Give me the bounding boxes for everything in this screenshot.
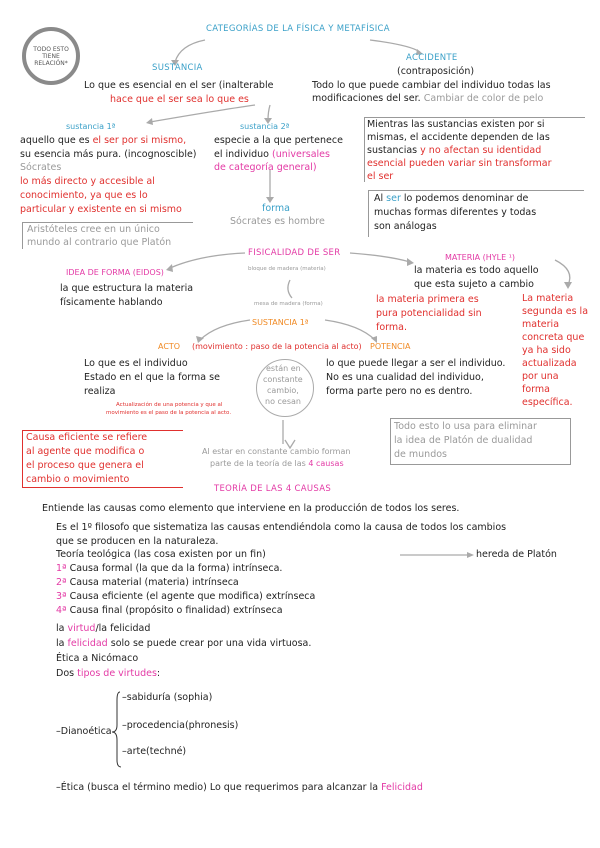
sustancia-line2: hace que el ser sea lo que es	[110, 94, 249, 105]
ser-l1c: lo podemos denominar de	[403, 193, 529, 204]
materia-s4: concreta que	[522, 332, 585, 343]
materia-s2: segunda es la	[522, 306, 589, 317]
materia-r1: la materia primera es	[376, 294, 479, 305]
aristoteles-l1: Aristóteles cree en un único	[27, 224, 160, 235]
forma-sub: Sócrates es hombre	[230, 216, 325, 227]
stamp-circle	[22, 27, 80, 85]
accidente-sub: (contraposición)	[397, 66, 475, 77]
ser-l1	[374, 193, 528, 205]
sust1-l4: lo más directo y accesible al	[20, 176, 155, 187]
accidente-line2a: modificaciones del ser.	[312, 93, 421, 104]
tipos-c: :	[156, 668, 161, 679]
platon-l2: la idea de Platón de dualidad	[394, 435, 533, 446]
sust2-l2b: (universales	[272, 149, 330, 160]
acto-l2: Estado en el que la forma se	[84, 372, 220, 383]
mientras-l3a: sustancias	[367, 145, 418, 156]
teoria-l4b: hereda de Platón	[476, 549, 557, 560]
accidente-line2	[312, 93, 543, 105]
accidente-example: Cambiar de color de pelo	[423, 93, 544, 104]
sust1-heading: sustancia 1ª	[66, 122, 116, 131]
ser-l2: muchas formas diferentes y todas	[374, 207, 537, 218]
circle-l2: constante	[263, 375, 303, 384]
ser-l1a: Al	[374, 193, 384, 204]
etica-a: –Ética (busca el término medio) Lo que requerimos para alcanzar la	[56, 782, 379, 793]
forma-heading: forma	[262, 203, 290, 214]
causa-4-text: Causa final (propósito o finalidad) extrínseca	[69, 605, 283, 616]
ser-l1b: ser	[386, 193, 401, 204]
causa-2-text: Causa material (materia) intrínseca	[69, 577, 239, 588]
materia-s3: materia	[522, 319, 560, 330]
constante-l1: Al estar en constante cambio forman	[202, 447, 351, 456]
sustancia-heading: SUSTANCIA	[152, 63, 203, 73]
felicidad-a: la	[56, 638, 65, 649]
sust2-l2a: el individuo	[214, 149, 269, 160]
sust2-l3: de categoría general)	[214, 162, 317, 173]
idea-l1: la que estructura la materia	[60, 283, 194, 294]
sust1-l5: conocimiento, ya que es lo	[20, 190, 148, 201]
teoria-l4a: Teoría teológica (las cosa existen por un fin)	[56, 549, 266, 560]
potencia-l2: No es una cualidad del individuo,	[326, 372, 484, 383]
sust1b-heading: SUSTANCIA 1ª	[252, 318, 309, 327]
causa-l2: al agente que modifica o	[26, 446, 145, 457]
materia-s9: específica.	[522, 397, 573, 408]
sust1-l1	[20, 135, 186, 147]
tipos-virtudes	[56, 668, 160, 680]
circle-l1: están en	[266, 364, 301, 373]
constante-l2	[210, 459, 344, 469]
felicidad-line	[56, 638, 311, 650]
mientras-l4: esencial pueden variar sin transformar	[367, 158, 552, 169]
causa-2-num: 2ª	[56, 577, 67, 588]
acto-heading: ACTO	[158, 342, 181, 351]
tipos-a: Dos	[56, 668, 75, 679]
teoria-l2: Es el 1º filosofo que sistematiza las causas entendiéndola como la causa de todos los cambios	[56, 522, 507, 533]
accidente-heading: ACCIDENTE	[406, 53, 458, 63]
mientras-l3b: y no afectan su identidad	[420, 145, 542, 156]
etica-line	[56, 782, 423, 794]
sust1-l3: Sócrates	[20, 162, 62, 173]
materia-r2: pura potencialidad sin	[376, 308, 482, 319]
acto-n1: Actualización de una potencia y que al	[116, 402, 223, 408]
acto-sub: (movimiento : paso de la potencia al acto)	[192, 342, 362, 351]
idea-heading: IDEA DE FORMA (EIDOS)	[66, 268, 164, 277]
constante-l2b: 4 causas	[308, 459, 344, 468]
materia-s5: ya ha sido	[522, 345, 571, 356]
sust2-heading: sustancia 2ª	[240, 122, 290, 131]
causa-4	[56, 605, 283, 617]
fisicalidad-sub1: bloque de madera (materia)	[248, 266, 326, 272]
virtud-line	[56, 623, 150, 635]
ser-l3: son análogas	[374, 221, 437, 232]
teoria-l3: que se producen en la naturaleza.	[56, 536, 219, 547]
virtud-b: virtud	[67, 623, 96, 634]
etica-b: Felicidad	[381, 782, 423, 793]
felicidad-b: felicidad	[67, 638, 108, 649]
mientras-l1: Mientras las sustancias existen por si	[367, 119, 545, 130]
idea-l2: físicamente hablando	[60, 297, 163, 308]
mientras-l3	[367, 145, 541, 157]
sust1-l6: particular y existente en si mismo	[20, 204, 182, 215]
fisicalidad-sub2: mesa de madera (forma)	[254, 301, 323, 307]
materia-s8: forma	[522, 384, 550, 395]
causa-l3: el proceso que genera el	[26, 460, 144, 471]
materia-l2: que esta sujeto a cambio	[414, 279, 534, 290]
mientras-l2: mismas, el accidente dependen de las	[367, 132, 550, 143]
potencia-l3: forma parte pero no es dentro.	[326, 386, 473, 397]
sust2-l1: especie a la que pertenece	[214, 135, 343, 146]
causa-l1: Causa eficiente se refiere	[26, 432, 148, 443]
mientras-l5: el ser	[367, 171, 394, 182]
virtud-c: /la felicidad	[95, 623, 151, 634]
potencia-l1: lo que puede llegar a ser el individuo.	[326, 358, 506, 369]
sust1-l1b: el ser por si mismo,	[92, 135, 187, 146]
causa-1	[56, 563, 282, 575]
fisicalidad-heading: FISICALIDAD DE SER	[248, 248, 341, 258]
acto-l1: Lo que es el individuo	[84, 358, 188, 369]
causa-l4: cambio o movimiento	[26, 474, 130, 485]
circle-l3: cambio,	[267, 386, 299, 395]
materia-heading: MATERIA (HYLE ¹)	[445, 253, 516, 262]
sust1-l1a: aquello que es	[20, 135, 90, 146]
causa-4-num: 4ª	[56, 605, 67, 616]
acto-n2: movimiento es el paso de la potencia al acto.	[106, 410, 232, 416]
teoria-l1: Entiende las causas como elemento que interviene en la producción de todos los seres.	[42, 503, 460, 514]
dianoetica-label: –Dianoética	[56, 726, 112, 737]
causa-3-text: Causa eficiente (el agente que modifica) extrínseca	[69, 591, 316, 602]
platon-l3: de mundos	[394, 449, 447, 460]
accidente-line1: Todo lo que puede cambiar del individuo todas las	[312, 80, 551, 91]
materia-s1: La materia	[522, 293, 574, 304]
aristoteles-l2: mundo al contrario que Platón	[27, 237, 172, 248]
dianoetica-d2: –procedencia(phronesis)	[122, 720, 239, 731]
sustancia-line1: Lo que es esencial en el ser (inalterable	[84, 80, 274, 91]
tipos-b: tipos de virtudes	[77, 668, 157, 679]
causa-1-num: 1ª	[56, 563, 67, 574]
causa-1-text: Causa formal (la que da la forma) intrínseca.	[69, 563, 283, 574]
sust1-l2: su esencia más pura. (incognoscible)	[20, 149, 197, 160]
sust2-l2	[214, 149, 330, 161]
materia-r3: forma.	[376, 322, 407, 333]
platon-l1: Todo esto lo usa para eliminar	[394, 421, 537, 432]
causa-2	[56, 577, 239, 589]
materia-l1: la materia es todo aquello	[414, 265, 539, 276]
potencia-heading: POTENCIA	[370, 342, 411, 351]
stamp-text: TODO ESTO TIENE RELACIÓN*	[33, 45, 69, 67]
materia-s7: por una	[522, 371, 559, 382]
etica-nicomaco: Ética a Nicómaco	[56, 653, 139, 664]
felicidad-c: solo se puede crear por una vida virtuosa.	[110, 638, 312, 649]
dianoetica-d1: –sabiduría (sophia)	[122, 692, 213, 703]
teoria-heading: TEORÍA DE LAS 4 CAUSAS	[214, 484, 332, 494]
virtud-a: la	[56, 623, 65, 634]
circle-l4: no cesan	[265, 397, 301, 406]
dianoetica-d3: –arte(techné)	[122, 746, 187, 757]
acto-l3: realiza	[84, 386, 116, 397]
causa-3-num: 3ª	[56, 591, 67, 602]
page-title: CATEGORÍAS DE LA FÍSICA Y METAFÍSICA	[206, 24, 390, 34]
causa-3	[56, 591, 315, 603]
constante-l2a: parte de la teoría de las	[210, 459, 306, 468]
materia-s6: actualizada	[522, 358, 577, 369]
